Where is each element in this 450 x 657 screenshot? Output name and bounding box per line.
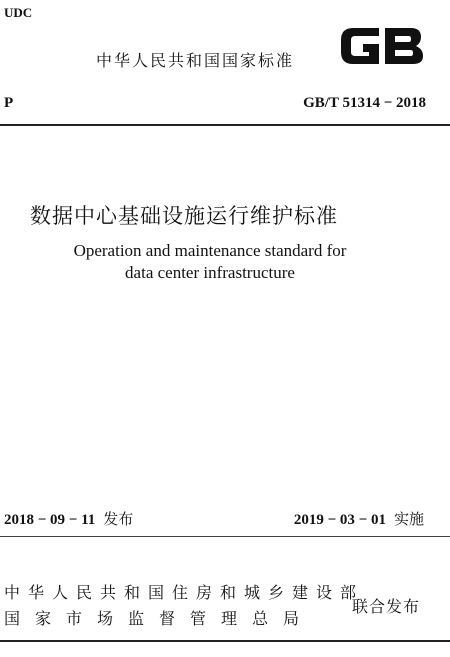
- implement-label: 实施: [393, 510, 424, 528]
- standard-number: GB/T 51314 − 2018: [303, 95, 426, 111]
- udc-label: UDC: [4, 5, 33, 20]
- title-chinese: 数据中心基础设施运行维护标准: [30, 204, 338, 228]
- title-english: [0, 240, 420, 284]
- issuer-ministry: 中华人民共和国住房和城乡建设部: [4, 583, 365, 602]
- implement-date-row: [294, 508, 424, 529]
- gb-logo-icon: [335, 20, 427, 72]
- issue-date-row: [4, 508, 133, 529]
- issuer-administration: 国家市场监督管理总局: [4, 609, 315, 628]
- issue-date: 2018 − 09 − 11: [4, 512, 96, 528]
- implement-date: 2019 − 03 − 01: [293, 512, 386, 528]
- title-english-line2: data center infrastructure: [125, 263, 295, 282]
- footer-divider: [0, 536, 450, 537]
- title-english-line1: Operation and maintenance standard for: [73, 241, 347, 260]
- issue-label: 发布: [103, 510, 134, 528]
- classification-code: P: [4, 95, 14, 111]
- bottom-divider: [0, 640, 450, 642]
- joint-issue-label: 联合发布: [352, 597, 421, 616]
- header-divider: [0, 124, 450, 126]
- national-standard-heading: 中华人民共和国国家标准: [96, 51, 295, 70]
